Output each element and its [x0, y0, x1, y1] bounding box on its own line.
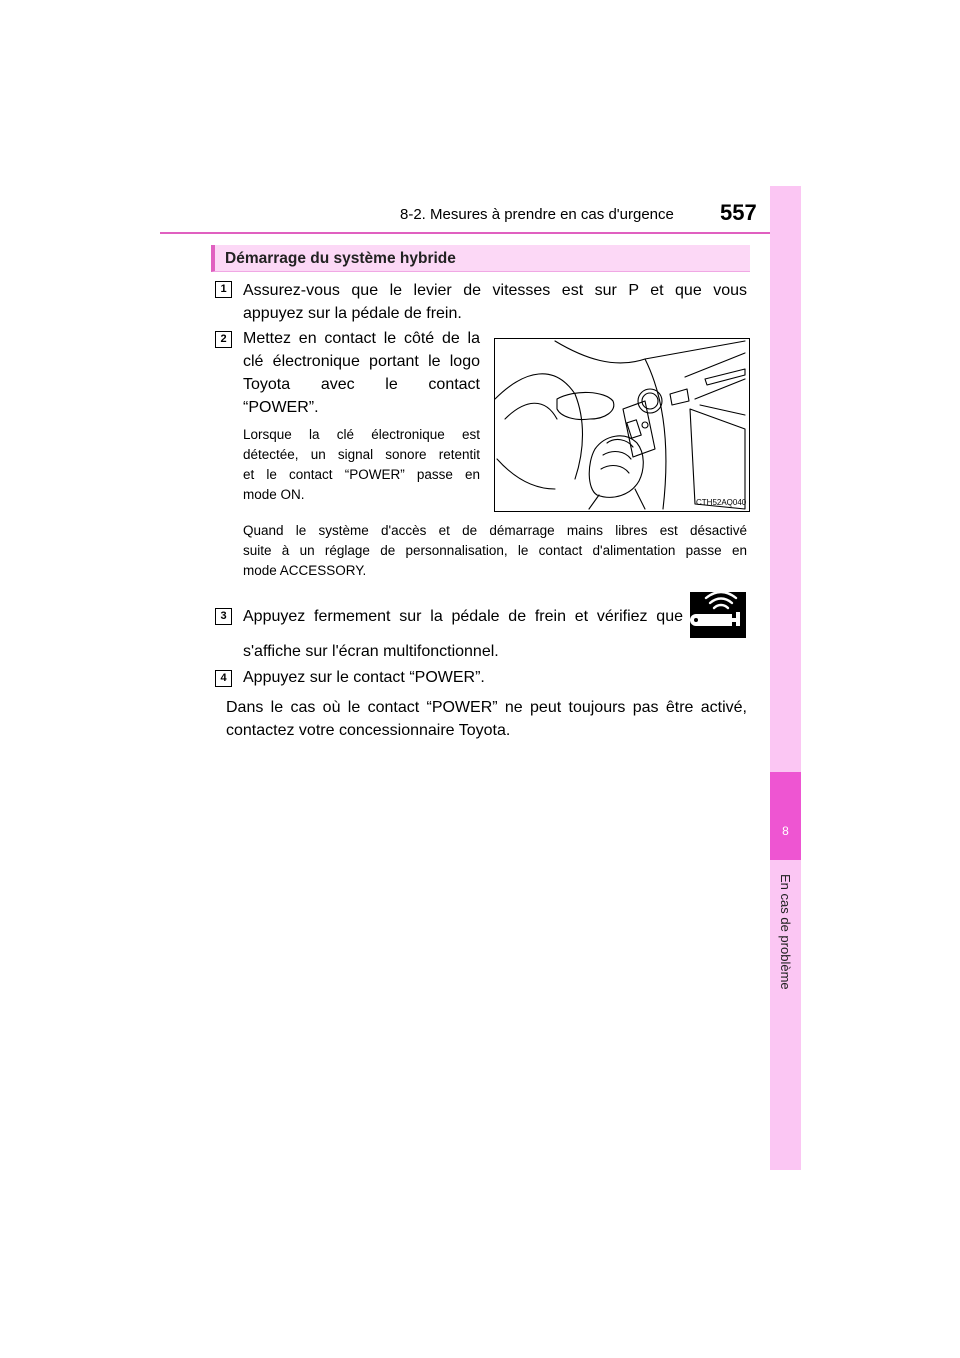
step-3-line-1: Appuyez fermement sur la pédale de frein et vérifiez que	[243, 608, 683, 625]
step-number-1: 1	[215, 281, 232, 298]
step-2-note	[243, 425, 480, 505]
closing-line-2: contactez votre concessionnaire Toyota.	[226, 722, 511, 739]
chapter-label: En cas de problème	[778, 874, 793, 990]
step-2-note-line-1: Lorsque la clé électronique est	[243, 427, 480, 442]
chapter-side-tab	[770, 186, 801, 1170]
step-1-line-1: Assurez-vous que le levier de vitesses est sur P et que vous	[243, 282, 747, 299]
key-signal-indicator-icon	[690, 592, 746, 638]
closing-paragraph	[226, 696, 747, 742]
step-2-additional-note-line-1: Quand le système d'accès et de démarrage mains libres est désactivé	[243, 523, 747, 538]
step-2-additional-note-line-2: suite à un réglage de personnalisation, le contact d'alimentation passe en	[243, 543, 747, 558]
step-2-additional-note-line-3: mode ACCESSORY.	[243, 563, 367, 578]
header-rule	[160, 232, 800, 234]
step-2-text	[243, 327, 480, 419]
step-2-line-4: “POWER”.	[243, 399, 319, 416]
step-2-line-1: Mettez en contact le côté de la	[243, 330, 480, 347]
figure-code: CTH52AQ040	[696, 498, 747, 507]
step-2-line-2: clé électronique portant le logo	[243, 353, 480, 370]
key-illustration	[494, 338, 750, 512]
step-2-note-line-2: détectée, un signal sonore retentit	[243, 447, 480, 462]
step-3-line-2: s'affiche sur l'écran multifonctionnel.	[243, 643, 499, 660]
step-1-text	[243, 279, 747, 325]
chapter-side-tab-marker	[770, 772, 801, 860]
step-number-3: 3	[215, 608, 232, 625]
page-number: 557	[720, 200, 757, 225]
running-header: 8-2. Mesures à prendre en cas d'urgence	[400, 206, 674, 223]
step-2-additional-note	[243, 521, 747, 581]
step-4-text: Appuyez sur le contact “POWER”.	[243, 669, 485, 686]
step-number-2: 2	[215, 331, 232, 348]
key-to-power-switch-illustration-icon	[495, 339, 749, 511]
chapter-number: 8	[782, 824, 789, 838]
closing-line-1: Dans le cas où le contact “POWER” ne peut toujours pas être activé,	[226, 699, 747, 716]
step-2-line-3: Toyota avec le contact	[243, 376, 480, 393]
section-heading: Démarrage du système hybride	[211, 245, 750, 272]
step-number-4: 4	[215, 670, 232, 687]
step-2-note-line-3: et le contact “POWER” passe en	[243, 467, 480, 482]
step-1-line-2: appuyez sur la pédale de frein.	[243, 305, 462, 322]
indicator-glyph	[690, 592, 746, 638]
step-2-note-line-4: mode ON.	[243, 487, 305, 502]
